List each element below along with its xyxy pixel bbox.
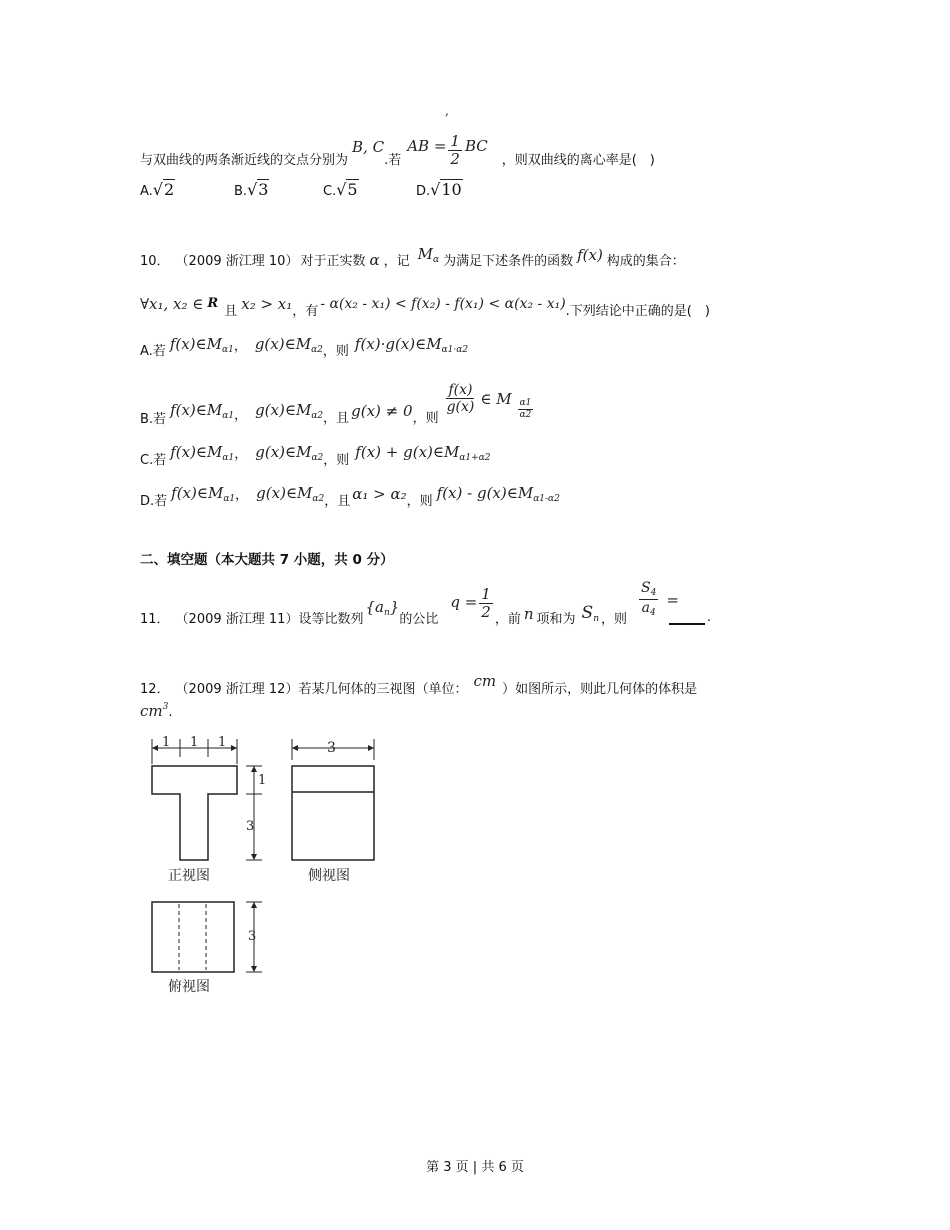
q10-you: ，有 [292,304,319,319]
math: $g(x)\in M_{\alpha 2}$ [256,483,325,504]
and: ，且 [323,411,350,426]
q12-source: （2009 浙江理 12） [175,682,299,697]
option-label: D.若 [140,494,168,509]
q11-text5: ，则 [600,611,627,627]
q11-source: （2009 浙江理 11） [175,611,299,627]
frac-den: g(x) [446,399,475,415]
radicand: 3 [258,180,269,199]
q11-number: 11． [140,611,170,627]
q9-frac-num: 1 [450,131,460,150]
sub-frac-num: α1 [519,398,532,408]
q10-source: （2009 浙江理 10） [175,254,299,269]
q10-number: 10． [140,254,170,269]
q10-fx: f(x) [577,245,603,264]
option-label: C. [323,184,337,199]
q9-points: B, C [352,138,385,156]
q9-cond-lhs: AB = [407,137,447,155]
option-label: B.若 [140,412,167,427]
dim-label-1c: 1 [218,735,227,750]
dim-label-side-3: 3 [246,819,255,834]
math: $f(x)\cdot g(x)\in M_{\alpha 1\cdot\alpha 2}$ [354,334,469,355]
q11-text4: 项和为 [536,611,576,627]
math: g(x) ≠ 0 [351,401,413,420]
arrow-head [292,745,298,751]
q11-end: . [706,609,712,625]
arrow-head [251,902,257,908]
arrow-head [251,766,257,772]
top-view-shape [152,902,234,972]
math: α₁ > α₂ [352,484,407,503]
section-heading: 二、填空题（本大题共 7 小题，共 0 分） [140,552,394,568]
comma: ， [234,447,248,462]
q11-q-frac [479,584,493,621]
q10-text4: 构成的集合： [606,254,685,269]
q9-cond-rhs: BC [464,137,488,155]
q11-text3: ，前 [494,611,521,627]
q9-tick-mark: , [445,104,449,118]
q12-line1 [140,664,697,697]
q10-line1 [140,244,685,269]
frac-den: $a_4$ [641,599,656,618]
q11-seq: $\{a_n\}$ [365,598,400,618]
q9-frac-den: 2 [450,149,460,168]
math: $f(x)\in M_{\alpha 1}$ [170,400,235,421]
math: $g(x)\in M_{\alpha 2}$ [255,400,324,421]
dim-label-width-3: 3 [327,740,336,756]
frac-den: 2 [481,602,491,621]
then: ，则 [412,411,439,426]
q9-option-a [140,180,175,199]
q9-cond-frac [448,131,462,168]
dim-label-1b: 1 [190,735,199,750]
q9-tail: ，则双曲线的离心率是( ) [501,152,655,168]
math: $g(x)\in M_{\alpha 2}$ [255,442,324,463]
M-sub: α [432,254,440,265]
q9-option-d [416,180,463,199]
dim-label-side-top: 1 [258,773,267,788]
arrow-head [251,854,257,860]
q11-eq: = [666,591,679,609]
then: ，则 [322,344,349,359]
frac-num: 1 [481,584,491,603]
sqrt-sign: √10 [430,180,462,199]
q11-n: n [523,605,534,623]
q10-prompt: .下列结论中正确的是( ) [565,304,710,319]
comma: ， [234,408,248,423]
q11-ratio [639,581,658,618]
math: $f(x)\in M_{\alpha 1}$ [171,483,236,504]
math: $f(x)\in M_{\alpha 1}$ [170,442,235,463]
q9-option-c [323,180,359,199]
q12-number: 12． [140,682,170,697]
and: ，且 [324,494,351,509]
q9-options [140,176,500,204]
q9-intro: 与双曲线的两条渐近线的交点分别为 [140,152,349,168]
q10-M-alpha [418,245,439,265]
side-view-shape [292,766,374,860]
radicand: 5 [347,180,358,199]
radicand: 2 [164,180,175,199]
comma: ， [233,339,247,354]
q11-Sn: $S_n$ [581,602,599,624]
math: $f(x) + g(x)\in M_{\alpha 1+\alpha 2}$ [355,442,491,463]
q10-option-c [140,437,491,468]
q10-R: R [207,296,219,311]
q10-line2 [140,288,710,319]
front-view-shape [152,766,237,860]
sqrt-sign: √3 [247,180,269,199]
q11-line [140,578,711,628]
q12-unit2: $cm^3$ [140,702,169,720]
q10-option-d [140,478,560,509]
q10-x2-gt-x1: x₂ > x₁ [241,294,293,313]
q10-option-a [140,330,468,359]
q9-ruo: .若 [384,152,402,168]
q11-answer-blank[interactable] [669,623,705,625]
page-footer: 第 3 页 | 共 6 页 [426,1160,524,1175]
q10-alpha: α [369,250,380,269]
sub-frac-den: α2 [519,410,532,420]
q12-unit: cm [473,671,497,690]
arrow-head [231,745,237,751]
in-M: ∈ M [480,389,512,408]
sqrt-sign: √5 [336,180,358,199]
option-label: D. [416,184,431,199]
q9-line [140,128,655,174]
option-label: A. [140,184,153,199]
frac-num: f(x) [448,382,473,398]
dim-label-top-3: 3 [248,929,257,944]
option-label: A.若 [140,344,166,359]
q11-text1: 设等比数列 [298,611,364,627]
fraction [445,383,477,414]
top-view-label: 俯视图 [168,979,210,995]
side-view-label: 侧视图 [308,868,350,884]
radicand: 10 [441,180,462,199]
three-view-figure [140,730,390,1005]
arrow-head [251,966,257,972]
sub-fraction [518,399,534,420]
option-label: C.若 [140,453,167,468]
q12-text2: ）如图所示，则此几何体的体积是 [502,682,698,697]
q12-end: . [168,705,173,720]
q10-text1: 对于正实数 [300,254,366,269]
q10-text3: 为满足下述条件的函数 [443,254,574,269]
q10-option-b [140,370,533,427]
q11-q-lhs: q = [450,593,478,611]
q10-inequality: - α(x₂ - x₁) < f(x₂) - f(x₁) < α(x₂ - x₁) [320,295,566,312]
comma: ， [235,488,249,503]
sqrt-sign: √2 [152,180,175,199]
q9-option-b [234,180,269,199]
then: ，则 [406,494,433,509]
q10-and: 且 [224,304,238,319]
option-label: B. [234,184,248,199]
M-symbol: M [417,244,433,263]
q10-text2: ，记 [383,254,410,269]
arrow-head [368,745,374,751]
q11-text2: 的公比 [399,611,439,627]
math: $g(x)\in M_{\alpha 2}$ [254,334,323,355]
arrow-head [152,745,158,751]
math: $f(x) - g(x)\in M_{\alpha 1-\alpha 2}$ [436,483,560,504]
q12-text1: 若某几何体的三视图（单位： [298,682,468,697]
q10-forall: ∀x₁, x₂ ∈ [140,294,204,313]
math: $f(x)\in M_{\alpha 1}$ [169,334,234,355]
q12-line2 [140,702,173,720]
dim-label-1a: 1 [162,735,171,750]
frac-num: $S_4$ [641,579,657,598]
front-view-label: 正视图 [168,868,210,884]
then: ，则 [323,453,350,468]
